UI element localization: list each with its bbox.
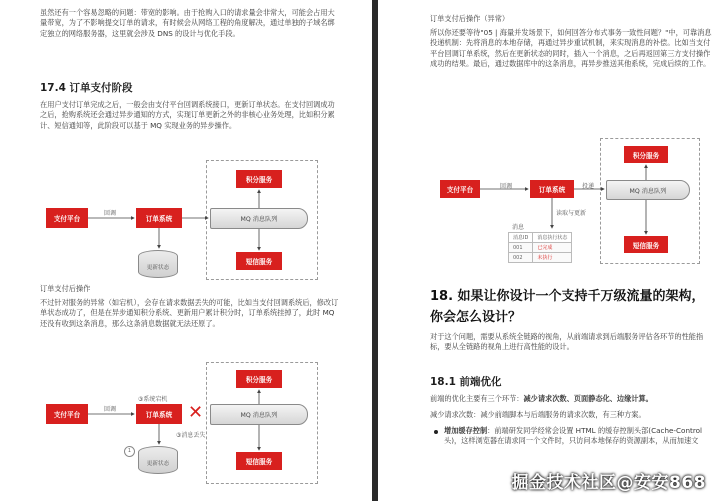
mq-queue-box-3: MQ 消息队列 <box>606 180 690 200</box>
sms-service-box-2: 短信服务 <box>236 452 282 470</box>
mq-queue-box: MQ 消息队列 <box>210 208 308 229</box>
section-18-1-heading: 18.1 前端优化 <box>430 376 502 388</box>
mq-queue-box-2: MQ 消息队列 <box>210 404 308 425</box>
table-cell: 未执行 <box>533 253 572 263</box>
cache-control-text: ：前端研发同学经常会设置 HTML 的缓存控制头部(Cache-Control头)，这样浏览器在请求同一个文件时，只访问本地保存的资源副本，从而加速文 <box>444 426 703 446</box>
payment-platform-box-3: 支付平台 <box>440 180 480 198</box>
callback-label-2: 回调 <box>104 406 117 413</box>
right-exception-label: 订单支付后操作（异常） <box>430 14 510 23</box>
table-cell: 001 <box>509 243 533 253</box>
left-failure-paragraph: 不过针对服务的异常（如宕机），会存在请求数据丢失的可能，比如当支付回调系统后，修改订单状态成功了，但是在异步通知积分系统、更新用户累计积分时，订单系统挂掉了，此时 MQ 还没有收到这条消息，那么这条消息数据就无法还原了。 <box>40 298 339 328</box>
table-cell: 已完成 <box>533 243 572 253</box>
table-cell: 002 <box>509 253 533 263</box>
sms-service-box: 短信服务 <box>236 252 282 270</box>
right-reliable-message-paragraph: 所以你还要等待"05 | 海量并发场景下，如何回答分布式事务一致性问题？"中，可靠消息投递机制：先将消息的本地存储，再通过异步重试机制，来实现消息的补偿。比如当支付平台回调订单系统，然后在更新状态的同时，插入一个消息，之后再返回第三方支付操作成功的结果。最后，通过数据库中的这条消息，再异步推送其他系统，完成后续的工作。 <box>430 28 712 69</box>
order-system-box-3: 订单系统 <box>530 180 574 198</box>
reduce-requests-paragraph: 减少请求次数：减少前端脚本与后端服务的请求次数，有三种方案。 <box>430 410 646 419</box>
payment-platform-box-2: 支付平台 <box>46 404 88 424</box>
sms-service-box-3: 短信服务 <box>624 236 668 253</box>
frontend-optimization-paragraph <box>430 394 712 404</box>
watermark-text: 掘金技术社区@安安868 <box>511 473 706 493</box>
left-intro-paragraph: 虽然还有一个容易忽略的问题：带宽的影响。由于抢购入口的请求量会非常大，可能会占用大量带宽，为了不影响提交订单的请求，有时候会从网络工程的角度解决，通过单独的子域名绑定独立的网络服务器，这里就会涉及 DNS 的设计与优化手段。 <box>40 8 335 38</box>
message-lost-label: ③消息丢失 <box>176 432 206 439</box>
section-17-4-heading: 17.4 订单支付阶段 <box>40 82 133 94</box>
callback-label: 回调 <box>104 210 117 217</box>
system-crash-label: ③系统宕机 <box>138 396 168 403</box>
frontend-intro-text: 前端的优化主要有三个环节： <box>430 394 524 403</box>
status-database-label: 更新状态 <box>146 265 170 271</box>
order-system-box: 订单系统 <box>136 208 182 228</box>
right-fullchain-paragraph: 对于这个问题，需要从系统全链路的视角，从前端请求到后端服务评估各环节的性能指标，要从全链路的视角上进行高性能的设计。 <box>430 332 704 352</box>
cache-control-bold: 增加缓存控制 <box>444 426 488 435</box>
points-service-box: 积分服务 <box>236 170 282 188</box>
table-cell: 消息ID <box>509 233 533 243</box>
status-database-label-2: 更新状态 <box>146 461 170 467</box>
cache-control-bullet <box>444 426 712 447</box>
table-cell: 消息执行状态 <box>533 233 572 243</box>
callback-label-3: 回调 <box>500 183 513 190</box>
frontend-key-points: 减少请求次数、页面静态化、边缘计算。 <box>523 394 653 403</box>
right-page <box>378 0 720 501</box>
points-service-box-2: 积分服务 <box>236 370 282 388</box>
bullet-icon <box>434 430 438 434</box>
failure-x-icon: ✕ <box>188 402 204 423</box>
message-table-title: 消息 <box>512 224 525 231</box>
read-update-label: 读取与更新 <box>556 210 587 217</box>
payment-platform-box: 支付平台 <box>46 208 88 228</box>
deliver-label: 投递 <box>582 183 595 190</box>
points-service-box-3: 积分服务 <box>624 146 668 163</box>
left-payment-paragraph: 在用户支付订单完成之后，一般会由支付平台回调系统接口，更新订单状态。在支付回调成功之后，抢购系统还会通过异步通知的方式，实现订单更新之外的非核心业务处理，比如积分累计、短信通知等，此阶段可以基于 MQ 实现业务的异步操作。 <box>40 100 335 130</box>
step-one-label: 1 <box>127 448 132 454</box>
order-system-box-2: 订单系统 <box>136 404 182 424</box>
section-18-heading: 18. 如果让你设计一个支持千万级流量的架构，你会怎么设计？ <box>430 289 705 325</box>
left-after-payment-label: 订单支付后操作 <box>40 284 91 293</box>
